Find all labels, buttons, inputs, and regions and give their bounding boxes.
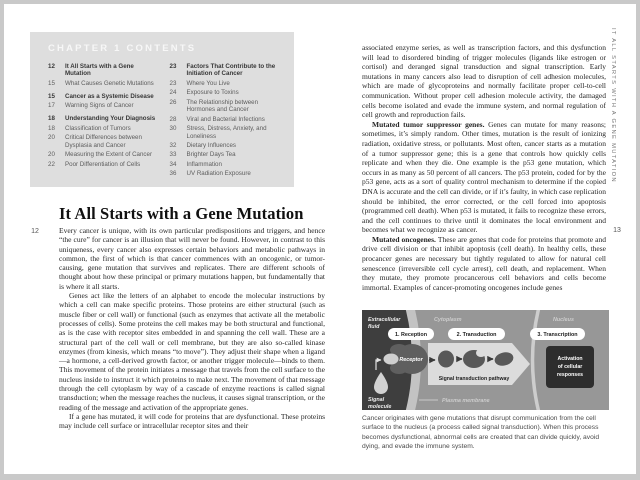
- extracellular-label-2: fluid: [368, 324, 380, 330]
- toc-entry: [48, 80, 157, 88]
- toc-title: Where You Live: [186, 79, 230, 87]
- pathway-protein-1: [438, 351, 454, 368]
- signal-molecule-label-2: molecule: [368, 404, 392, 410]
- toc-entry: [170, 116, 279, 124]
- toc-title: Cancer as a Systemic Disease: [65, 92, 154, 100]
- paragraph-lead: Mutated tumor suppressor genes.: [372, 119, 485, 129]
- ligand-binding-site: [384, 354, 399, 365]
- toc-header: CHAPTER 1 CONTENTS: [48, 43, 197, 54]
- toc-page-num: 24: [169, 89, 177, 97]
- toc-entry: [48, 63, 157, 78]
- toc-title: Dietary Influences: [186, 141, 237, 149]
- toc-title: Measuring the Extent of Cancer: [65, 151, 153, 159]
- toc-title: Exposure to Toxins: [186, 89, 239, 97]
- activation-line-2: of cellular: [557, 364, 583, 370]
- toc-entry: [170, 161, 279, 169]
- toc-entry: [170, 125, 279, 140]
- toc-entry: [48, 125, 157, 133]
- paragraph-text: These are genes that code for proteins that promote and drive cell division or that inhibit apoptosis (cell death). In healthy cells, these procancer genes are necessary but tightly regulated to allow for natural cell senescence (irreversible cell cycle arrest), cell death, and replacement. When they mutate, they promote procancerous cell behaviors and cells become immortal. Examples of cancer-promoting oncogenes include genes: [362, 234, 606, 292]
- toc-page-num: 32: [169, 141, 177, 149]
- toc-title: Stress, Distress, Anxiety, and Loneliness: [186, 124, 267, 140]
- toc-entry: [170, 170, 279, 178]
- paragraph-text: Genes can mutate for many reasons; sometimes, it’s simply random. Other times, mutation is the result of ionizing radiation, oxidative stress, or pollutants. Most often, cancer starts as a mutation of a tumor suppressor gene; this is a gene that controls how quickly cells replicate and when they die. One example is the p53 gene mutation, which occurs in as many as 50 percent of all cancers. The p53 protein, coded for by the p53 gene, acts as a sort of quality control mechanism to determine if the copied DNA is accurate and the cell can divide, or if it’s faulty, in which case replication should be inhibited, the error corrected, or the cell forced into apoptosis (programmed cell death). When p53 is mutated, it fails to recognize these errors, and the cell continues to thrive until it dominates the local environment and becomes what we recognize as cancer.: [362, 119, 607, 235]
- toc-title: Inflammation: [186, 160, 222, 168]
- toc-entry: [48, 161, 157, 169]
- toc-page-num: 17: [48, 102, 55, 110]
- toc-left-column: [48, 61, 157, 178]
- toc-page-num: 22: [48, 160, 55, 168]
- toc-title: Viral and Bacterial Infections: [186, 115, 265, 123]
- toc-entry: [170, 89, 279, 97]
- toc-page-num: 20: [48, 151, 55, 159]
- toc-title: It All Starts with a Gene Mutation: [65, 62, 134, 78]
- step-1-label: 1. Reception: [394, 332, 428, 339]
- toc-entry: [48, 134, 157, 149]
- toc-title: Warning Signs of Cancer: [65, 102, 134, 110]
- signal-molecule-label-1: Signal: [368, 397, 385, 403]
- toc-page-num: 18: [48, 115, 55, 123]
- paragraph: Every cancer is unique, with its own particular predispositions and triggers, and hence “the cure” for cancer is an illusion that will never be found. However, in contrast to this uniqueness, every cancer also expresses certain behaviors and metabolic pathways in common, the first of which is that cancer commences with an oncogenic, or tumor-causing, gene mutation that survives and replicates. There are different schools of thought about how these principal or primary mutations happen, but fundamentally that is where it all starts.: [59, 226, 325, 291]
- toc-page-num: 28: [169, 115, 177, 123]
- activation-line-1: Activation: [557, 356, 583, 362]
- toc-page-num: 34: [169, 160, 177, 168]
- toc-entry: [170, 151, 279, 159]
- toc-page-num: 12: [48, 62, 55, 70]
- activation-line-3: responses: [557, 372, 583, 378]
- toc-title: What Causes Genetic Mutations: [65, 79, 154, 87]
- figure-svg: [362, 310, 609, 410]
- left-body-column: [59, 226, 325, 431]
- toc-entry: [48, 151, 157, 159]
- toc-entry: [170, 142, 279, 150]
- toc-title: Critical Differences between Dysplasia and Cancer: [65, 134, 142, 149]
- toc-entry: [48, 93, 157, 101]
- pathway-protein-notch: [476, 349, 486, 357]
- toc-page-num: 20: [48, 134, 55, 142]
- toc-entry: [48, 102, 157, 110]
- toc-title: Classification of Tumors: [65, 124, 131, 132]
- paragraph: [362, 120, 606, 235]
- toc-page-num: 30: [169, 124, 177, 132]
- plasma-membrane-label: Plasma membrane: [442, 398, 490, 404]
- toc-title: UV Radiation Exposure: [186, 170, 251, 178]
- step-2-label: 2. Transduction: [456, 332, 497, 339]
- toc-title: The Relationship between Hormones and Cancer: [186, 98, 259, 114]
- running-header-vertical: IT ALL STARTS WITH A GENE MUTATION: [610, 28, 616, 183]
- toc-page-num: 18: [48, 124, 55, 132]
- toc-page-num: 33: [169, 151, 177, 159]
- paragraph: Genes act like the letters of an alphabet to encode the molecular instructions by which a cell can make specific proteins. Those proteins are either structural (such as muscle fiber or cell wall) or functional (such as enzymes that activate all the metabolic processes of cells). Some proteins the cell makes may be both structural and functional, as is the case with receptor sites embedded in and spanning the cell wall. These are a structural part of the cell wall or cell membrane, but they are also so-called kinase enzymes (from kinesis, which means “to move”). They adjust their shape when a ligand—a hormone, a cell-derived growth factor, or another trigger molecule—binds to them. This movement of the protein initiates a message that travels from the cell surface to the nucleus inside to instruct it which proteins to make next. The movement of that message through the cell cytoplasm by way of a cascade of enzyme reactions is called signal transduction; when the message reaches the nucleus, it causes signal transcription, or the reading of the message and activation of the appropriate genes.: [59, 291, 325, 412]
- pathway-label: Signal transduction pathway: [438, 376, 510, 382]
- toc-entry: [170, 80, 279, 88]
- cytoplasm-label: Cytoplasm: [434, 317, 462, 323]
- paragraph: If a gene has mutated, it will code for proteins that are dysfunctional. These proteins may include cell surface or intracellular receptor sites and their: [59, 411, 325, 431]
- chapter-heading: It All Starts with a Gene Mutation: [59, 204, 304, 223]
- toc-page-num: 15: [48, 92, 55, 100]
- toc-entry: [170, 63, 279, 78]
- toc-page-num: 26: [169, 98, 177, 106]
- toc-page-num: 15: [48, 79, 55, 87]
- toc-title: Brighter Days Tea: [186, 151, 236, 159]
- chapter-contents-box: [30, 32, 294, 187]
- toc-title: Poor Differentiation of Cells: [65, 160, 141, 168]
- toc-page-num: 36: [169, 170, 177, 178]
- paragraph-lead: Mutated oncogenes.: [372, 234, 436, 244]
- right-body-column: [362, 43, 606, 292]
- toc-entry: [170, 99, 279, 114]
- right-page-number: 13: [613, 227, 621, 234]
- extracellular-label-1: Extracellular: [368, 317, 401, 323]
- toc-title: Factors That Contribute to the Initiation of Cancer: [186, 62, 276, 78]
- step-3-label: 3. Transcription: [537, 332, 578, 339]
- figure-caption: Cancer originates with gene mutations that disrupt communication from the cell surface to the nucleus (a process called signal transduction). When this process becomes dysfunctional, abnormal cells are created that can divide quickly, avoid dying, and evade the immune system.: [362, 415, 600, 450]
- toc-right-column: [170, 61, 279, 178]
- receptor-label: Receptor: [399, 357, 423, 363]
- toc-title: Understanding Your Diagnosis: [65, 115, 156, 123]
- toc-entry: [48, 115, 157, 123]
- left-page-number: 12: [31, 228, 39, 235]
- paragraph: [362, 235, 606, 293]
- toc-page-num: 23: [169, 62, 177, 70]
- toc-columns: [48, 61, 278, 178]
- nucleus-label: Nucleus: [553, 317, 574, 323]
- paragraph: associated enzyme series, as well as transcription factors, and this dysfunction will lead to disordered binding of trigger molecules (ligands like estrogen or cortisol) and deranged signal transduction and signal transcription. Early mutations in many cancers also lead to disruption of cell adhesion molecules, which are made of glycoproteins and normally facilitate proper cell-to-cell communication. Without proper cell adhesion molecule activity, the damaged cells become isolated and evade the immune system, and normal regulation of cell growth and reproduction fails.: [362, 43, 606, 120]
- signal-transduction-figure: [362, 310, 609, 410]
- toc-page-num: 23: [169, 79, 177, 87]
